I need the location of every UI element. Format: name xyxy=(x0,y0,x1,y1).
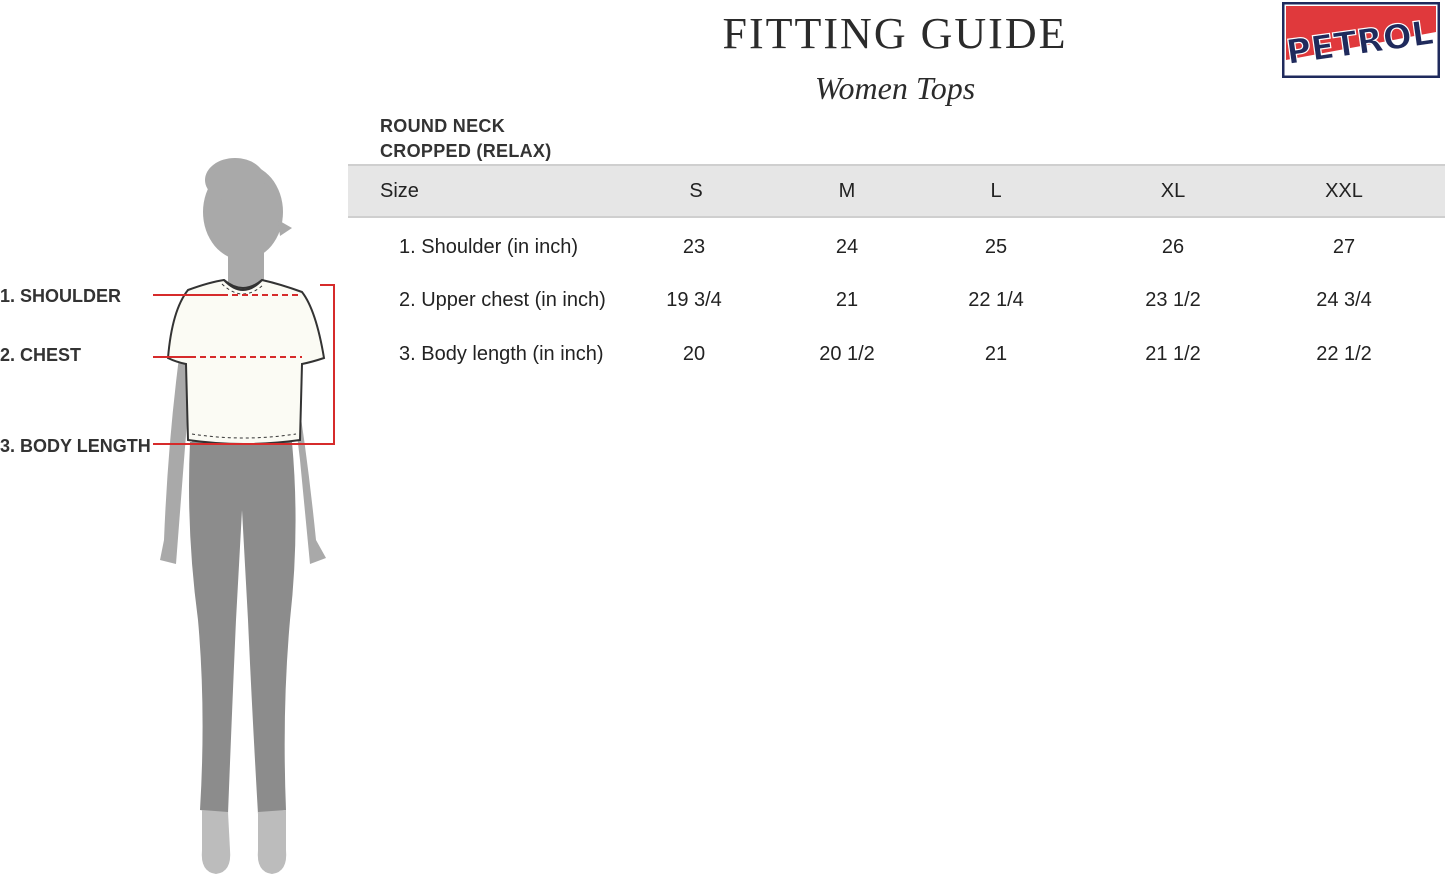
style-line-1: ROUND NECK xyxy=(380,116,506,136)
table-row xyxy=(348,228,1445,268)
chest-measure-label: 2. CHEST xyxy=(0,345,82,365)
table-cell: 22 1/2 xyxy=(1316,343,1372,365)
table-cell: 19 3/4 xyxy=(666,289,722,311)
model-figure-illustration xyxy=(140,150,340,875)
petrol-logo xyxy=(1282,2,1440,78)
row-label: 2. Upper chest (in inch) xyxy=(399,289,606,311)
size-s: S xyxy=(689,180,703,202)
table-cell: 23 xyxy=(682,236,706,258)
table-cell: 24 3/4 xyxy=(1316,289,1372,311)
table-cell: 25 xyxy=(984,236,1008,258)
shoulder-measure-label: 1. SHOULDER xyxy=(0,286,122,306)
body-length-measure-label: 3. BODY LENGTH xyxy=(0,436,151,456)
table-row xyxy=(348,335,1445,375)
size-m: M xyxy=(838,180,856,202)
style-line-2: CROPPED (RELAX) xyxy=(380,141,552,161)
table-cell: 23 1/2 xyxy=(1145,289,1201,311)
row-label: 3. Body length (in inch) xyxy=(399,343,604,365)
table-cell: 20 xyxy=(682,343,706,365)
size-xl: XL xyxy=(1160,180,1186,202)
table-cell: 21 1/2 xyxy=(1145,343,1201,365)
size-l: L xyxy=(990,180,1002,202)
table-cell: 21 xyxy=(835,289,859,311)
table-cell: 24 xyxy=(835,236,859,258)
table-cell: 26 xyxy=(1161,236,1185,258)
table-cell: 22 1/4 xyxy=(968,289,1024,311)
logo-text: PETROL xyxy=(1283,12,1436,74)
table-row xyxy=(348,281,1445,321)
table-cell: 21 xyxy=(984,343,1008,365)
page-title: FITTING GUIDE xyxy=(722,9,1068,58)
table-cell: 20 1/2 xyxy=(819,343,875,365)
table-cell: 27 xyxy=(1332,236,1356,258)
size-xxl: XXL xyxy=(1325,180,1363,202)
size-header-label: Size xyxy=(380,180,419,202)
size-table-header xyxy=(348,164,1445,218)
row-label: 1. Shoulder (in inch) xyxy=(399,236,578,258)
page-subtitle: Women Tops xyxy=(814,70,976,106)
